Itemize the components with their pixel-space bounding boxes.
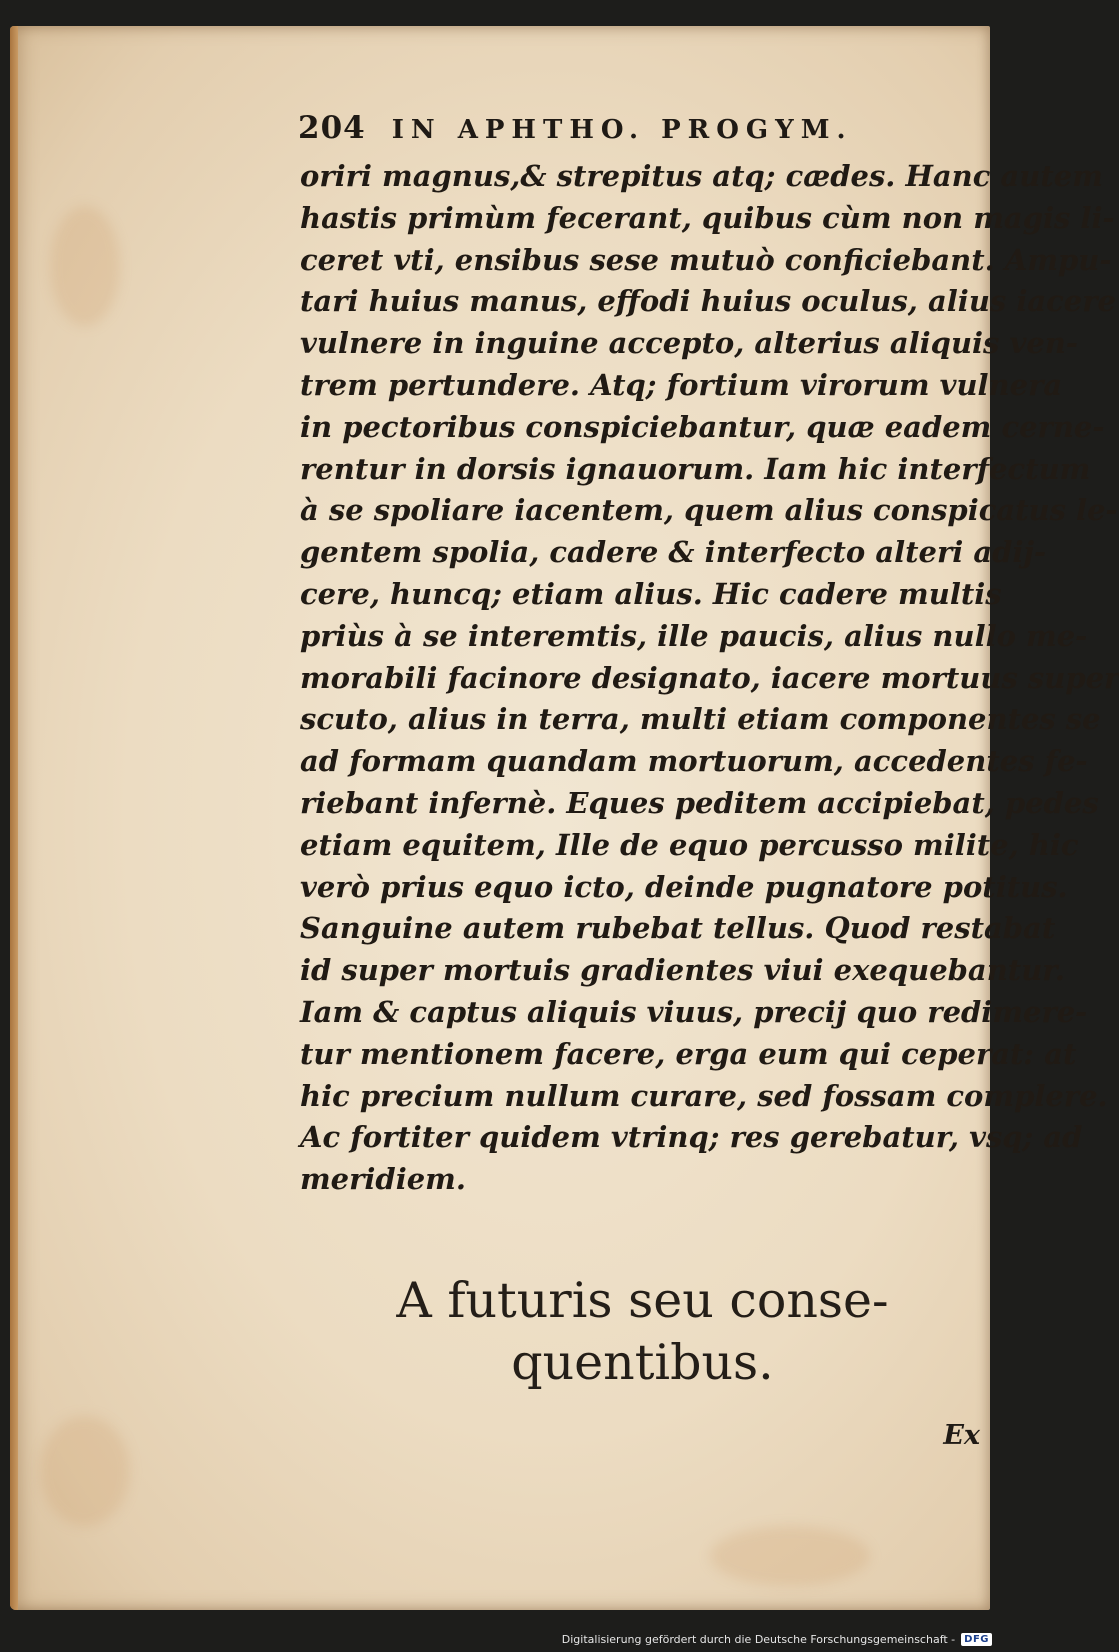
text-line: ceret vti, ensibus sese mutuò conficiebant. Ampu-	[300, 242, 1112, 277]
text-line: Ac fortiter quidem vtrinq; res gerebatur, vsq; ad	[300, 1120, 1083, 1155]
text-line: vulnere in inguine accepto, alterius aliquis ven-	[300, 326, 1078, 361]
text-line: hastis primùm fecerant, quibus cùm non magis li-	[300, 200, 1115, 235]
section-heading-line: A futuris seu consе-	[396, 1272, 889, 1329]
credit-text: Digitalisierung gefördert durch die Deutsche Forschungsgemeinschaft -	[561, 1633, 956, 1646]
body-text	[300, 156, 1119, 1201]
text-line: verò prius equo icto, deinde pugnatore potitus.	[300, 869, 1068, 904]
text-line: scuto, alius in terra, multi etiam componentes se	[300, 702, 1101, 737]
text-line: priùs à se interemtis, ille paucis, alius nullo me-	[300, 618, 1088, 653]
paper-stain	[710, 1526, 870, 1586]
text-line: trem pertundere. Atq; fortium virorum vulnera	[300, 367, 1063, 402]
text-line: Iam & captus aliquis viuus, precij quo redimere-	[300, 994, 1088, 1029]
section-heading	[300, 1270, 985, 1394]
page-edge	[10, 26, 18, 1610]
text-line: tur mentionem facere, erga eum qui ceperat: at	[300, 1036, 1077, 1071]
text-line: tari huius manus, effodi huius oculus, alius iacere	[300, 284, 1116, 319]
text-line: morabili facinore designato, iacere mortuus super	[300, 660, 1119, 695]
text-line: rentur in dorsis ignauorum. Iam hic interfectum	[300, 451, 1091, 486]
text-line: hic precium nullum curare, sed fossam complere.	[300, 1078, 1108, 1113]
paper-stain	[40, 1416, 130, 1526]
text-line: Sanguine autem rubebat tellus. Quod restabat	[300, 911, 1056, 946]
text-line: riebant infernè. Eques peditem accipiebat, pedes	[300, 785, 1099, 820]
text-line: ad formam quandam mortuorum, accedentes fe-	[300, 744, 1088, 779]
paper-stain	[50, 206, 120, 326]
digitization-credit	[562, 1633, 992, 1646]
dfg-logo-icon: DFG	[961, 1633, 992, 1646]
text-line: meridiem.	[300, 1162, 466, 1197]
page-number: 204	[298, 110, 366, 146]
text-line: gentem spolia, cadere & interfecto alteri adij-	[300, 535, 1046, 570]
text-line: id super mortuis gradientes viui exequebantur.	[300, 953, 1065, 988]
text-line: etiam equitem, Ille de equo percusso milite, hic	[300, 827, 1079, 862]
text-line: cere, huncq; etiam alius. Hic cadere multis	[300, 576, 1002, 611]
running-title: IN APHTHO. PROGYM.	[391, 115, 853, 145]
text-line: à se spoliare iacentem, quem alius conspicatus le-	[300, 493, 1118, 528]
section-heading-line: quentibus.	[511, 1334, 774, 1391]
text-line: in pectoribus conspiciebantur, quæ eadem cerne-	[300, 409, 1105, 444]
catchword: Ex	[943, 1420, 980, 1451]
running-head	[298, 110, 938, 146]
text-line: oriri magnus,& strepitus atq; cædes. Hanc autem	[300, 159, 1103, 193]
